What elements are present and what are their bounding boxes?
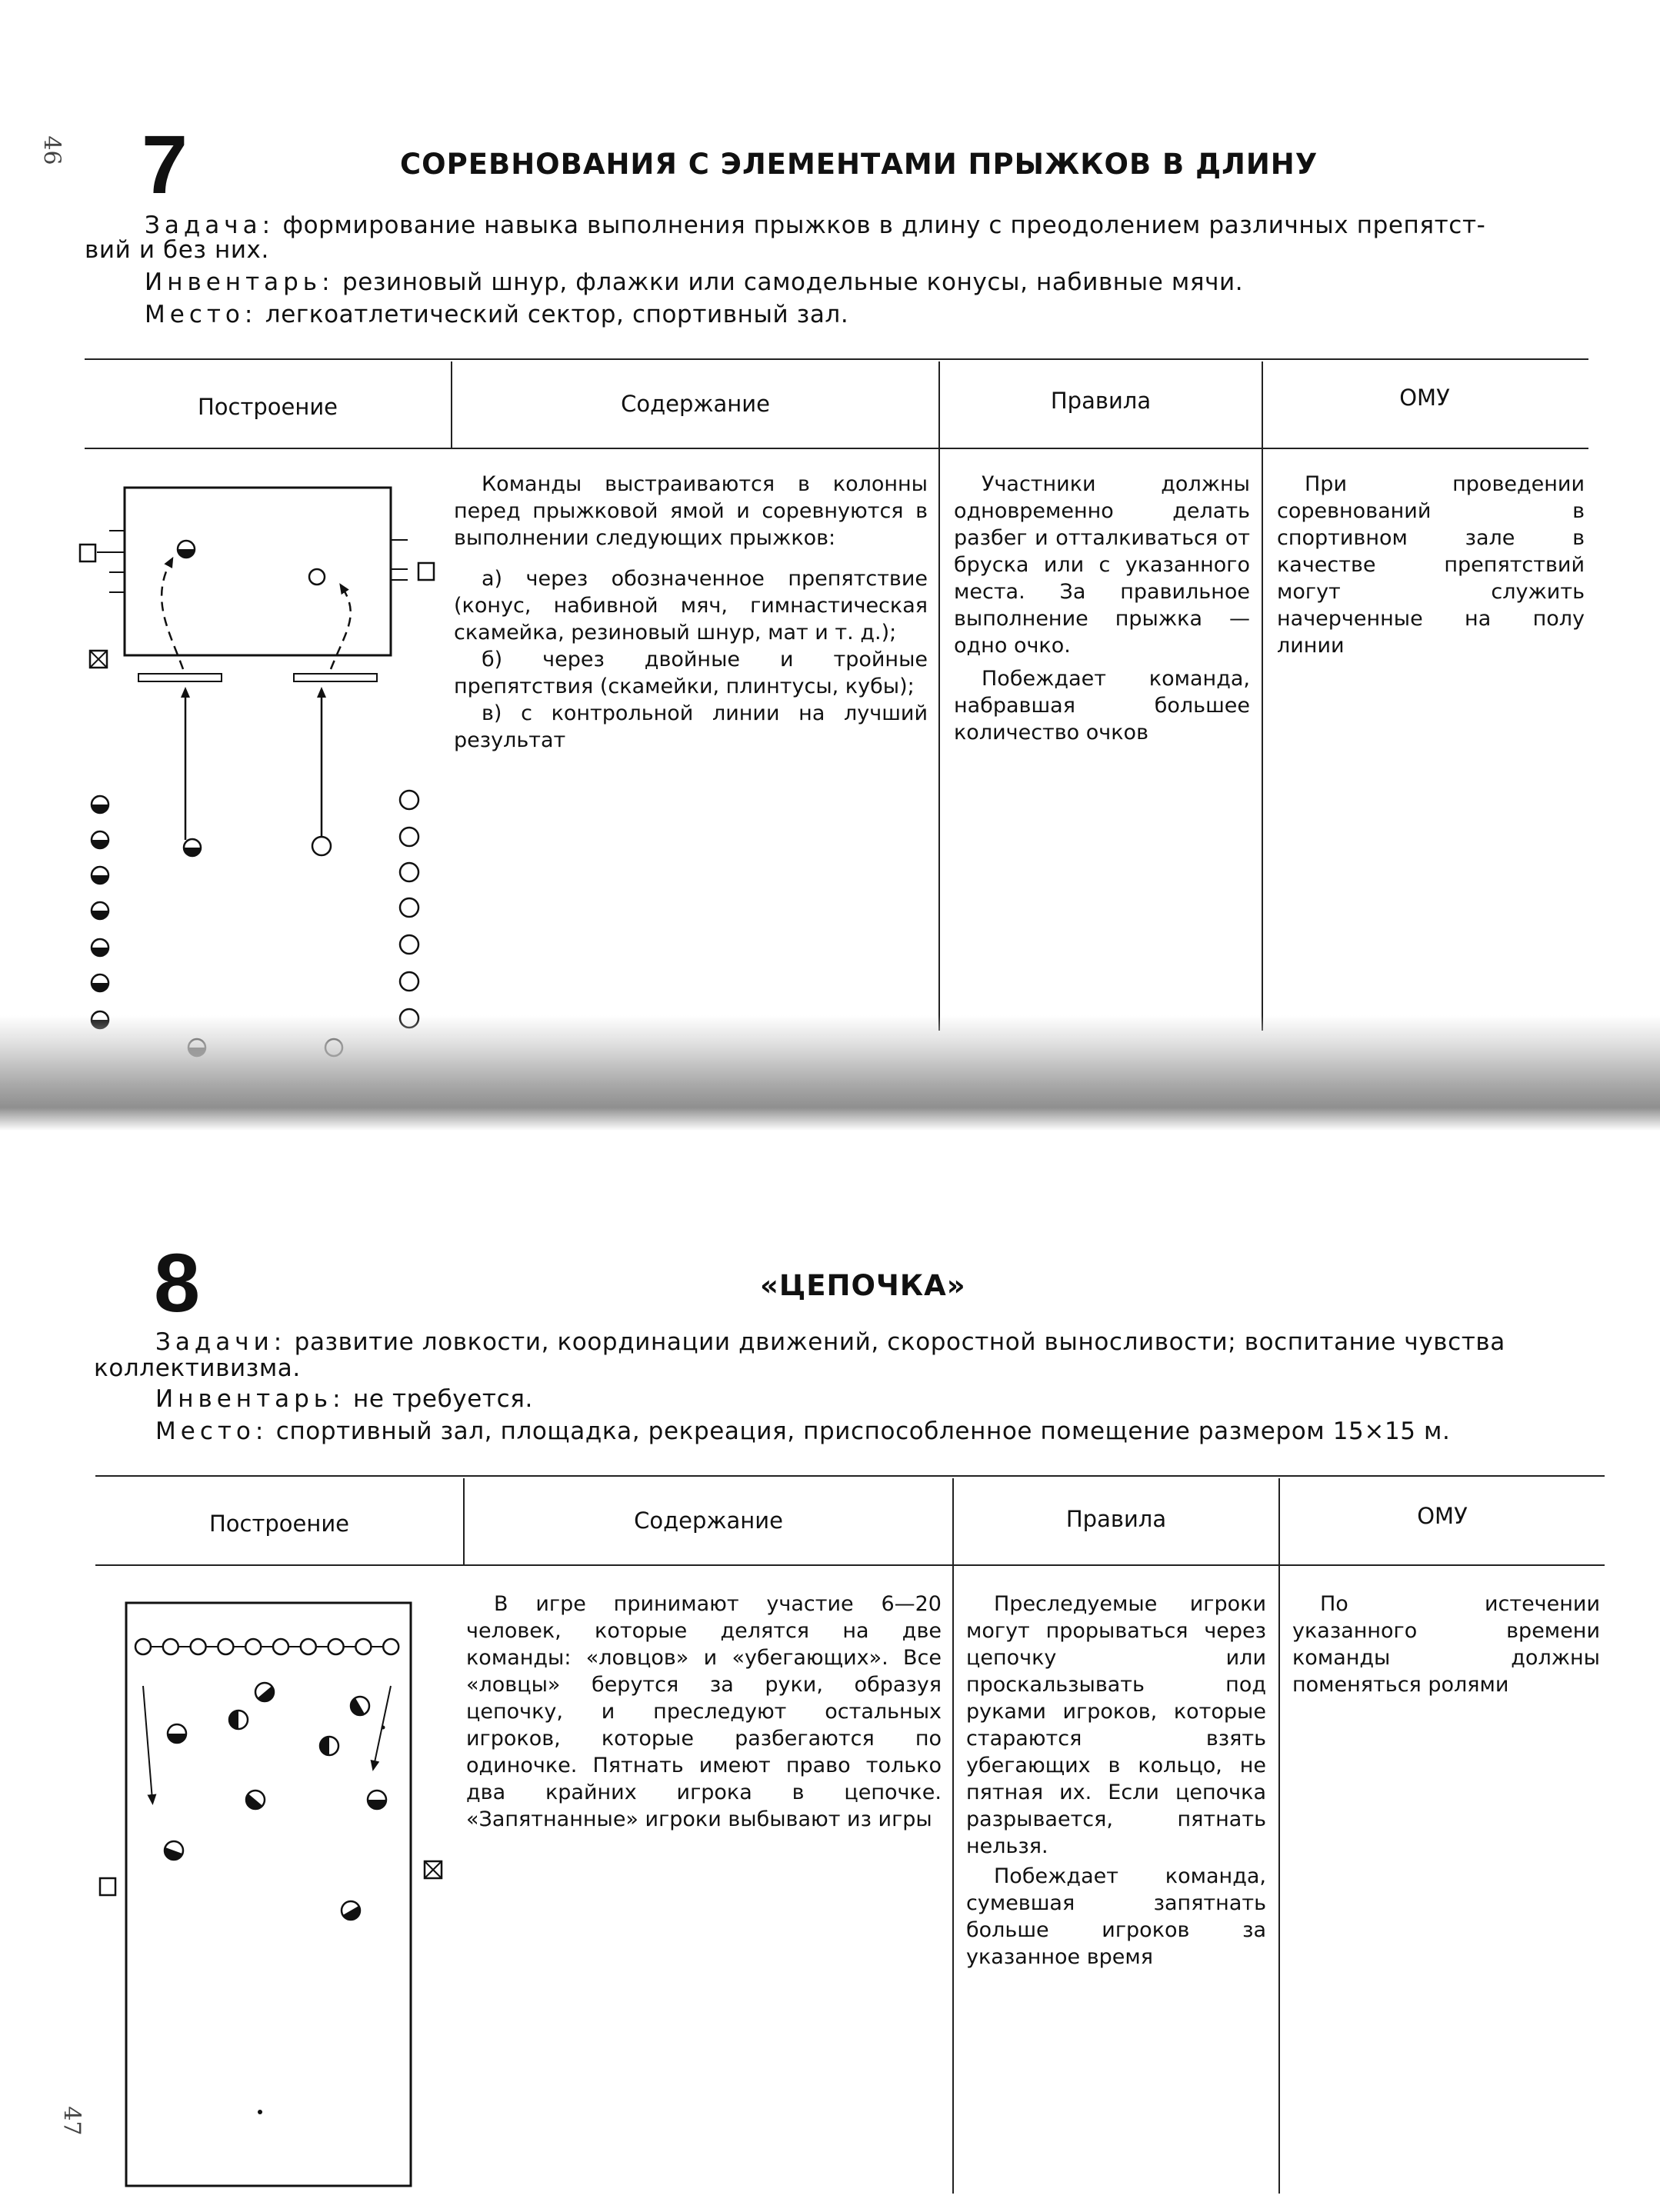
chain-end-arrow [143, 1686, 152, 1800]
table7-header-rules: Правила [1050, 388, 1152, 414]
content-item-b: б) через двойные и тройные препятствия (скамейки, плинтусы, кубы); [454, 648, 928, 698]
referee-icon [425, 1861, 442, 1878]
equipment-text: не требуется. [345, 1385, 533, 1413]
catcher-icon [218, 1639, 233, 1654]
place-text: легкоатлетический сектор, спортивный зал. [257, 301, 849, 328]
dot-mark [382, 1726, 385, 1730]
dot-mark [258, 2110, 262, 2114]
content-item-a: а) через обозначенное препятствие (конус, набивной мяч, гимнастическая скамейка, резиновый шнур, мат и т. д.); [454, 567, 928, 645]
place-text: спортивный зал, площадка, рекреация, приспособленное помещение размером 15×15 м. [268, 1417, 1451, 1445]
player-team1-icon [229, 1711, 248, 1729]
page-number-top: 46 [38, 135, 65, 165]
omu-text: При проведении соревнований в спортивном зале в качестве препятствий могут служить начерченные на полу линии [1277, 472, 1585, 658]
table7-header-omu: ОМУ [1399, 385, 1450, 411]
table8-omu-cell [1292, 1591, 1600, 1698]
catcher-icon [383, 1639, 398, 1654]
task-label: Задачи: [155, 1328, 287, 1356]
catcher-icon [301, 1639, 316, 1654]
player-team1-icon [348, 1697, 369, 1718]
task-text-cont: коллективизма. [94, 1354, 301, 1382]
section-number-7: 7 [142, 118, 187, 211]
catcher-icon [135, 1639, 151, 1654]
omu-text: По истечении указанного времени команды должны поменяться ролями [1292, 1592, 1600, 1697]
catcher-icon [245, 1639, 261, 1654]
table8-header-rules: Правила [1065, 1506, 1167, 1532]
player-team1-icon [242, 1791, 265, 1813]
task-text: формирование навыка выполнения прыжков в длину с преодолением различных препятст- [275, 212, 1486, 239]
content-intro: Команды выстраиваются в колонны перед прыжковой ямой и соревнуются в выполнении следующих прыжков: [454, 472, 928, 550]
table8-rules-cell [966, 1591, 1266, 1970]
rules-paragraph: Участники должны одновременно делать разбег и отталкиваться от бруска или с указанного места. За правильное выполнение прыжка — одно очко. [954, 472, 1250, 658]
content-text: В игре принимают участие 6—20 человек, которые делятся на две команды: «ловцов» и «убегающих». Все «ловцы» берутся за руки, образуя цепочку, и преследуют остальных игроков, которые разбегаются по одиночке. Пятнать имеют право только два крайних игрока в цепочке. «Запятнанные» игроки выбывают из игры [466, 1592, 942, 1831]
place-label: Место: [145, 301, 258, 328]
table7-omu-cell [1277, 471, 1585, 659]
chain-game-diagram [0, 0, 462, 2212]
catcher-icon [191, 1639, 206, 1654]
table7-divider [1262, 361, 1263, 1031]
task-text: развитие ловкости, координации движений, скоростной выносливости; воспитание чувства [286, 1328, 1505, 1356]
table8-header-content: Содержание [634, 1507, 783, 1534]
player-team1-icon [255, 1683, 278, 1705]
catcher-icon [328, 1639, 344, 1654]
table8-header-formation: Построение [208, 1511, 350, 1537]
table7-rules-cell [954, 471, 1250, 746]
table7-divider [938, 361, 940, 1031]
task-label: Задача: [145, 212, 275, 239]
task-text-cont: вий и без них. [85, 236, 269, 264]
table7-header-content: Содержание [621, 391, 770, 417]
player-team1-icon [320, 1737, 338, 1755]
table8-divider [1278, 1478, 1280, 2194]
place-label: Место: [155, 1417, 268, 1445]
section-title-8: «ЦЕПОЧКА» [760, 1269, 966, 1302]
table8-divider [952, 1478, 954, 2194]
table8-header-omu: ОМУ [1417, 1503, 1468, 1529]
content-item-c: в) с контрольной линии на лучший результат [454, 701, 928, 752]
section-title-7: СОРЕВНОВАНИЯ С ЭЛЕМЕНТАМИ ПРЫЖКОВ В ДЛИНУ [400, 148, 1318, 181]
player-team1-icon [168, 1724, 186, 1743]
catcher-chain [135, 1639, 398, 1654]
player-team1-icon [342, 1901, 363, 1923]
table7-header-formation: Построение [197, 394, 338, 420]
table8-content-cell [466, 1591, 942, 1833]
team-marker-icon [100, 1878, 115, 1895]
player-team1-icon [368, 1791, 386, 1809]
rules-paragraph: Преследуемые игроки могут прорываться через цепочку или проскальзывать под руками игроков, которые стараются взять убегающих в кольцо, не пятная их. Если цепочка разрывается, пятнать нельзя. [966, 1592, 1266, 1858]
catcher-icon [273, 1639, 288, 1654]
section-number-8: 8 [154, 1236, 199, 1329]
catcher-icon [355, 1639, 371, 1654]
page-number-bottom: 47 [58, 2106, 85, 2136]
equipment-label: Инвентарь: [145, 268, 335, 296]
rules-paragraph: Побеждает команда, сумевшая запятнать больше игроков за указанное время [966, 1864, 1266, 1969]
table7-content-cell [454, 471, 928, 754]
catcher-icon [163, 1639, 178, 1654]
equipment-label: Инвентарь: [155, 1385, 345, 1413]
rules-paragraph: Побеждает команда, набравшая большее количество очков [954, 667, 1250, 745]
runners-group [162, 1683, 386, 1923]
player-team1-icon [162, 1841, 183, 1862]
equipment-text: резиновый шнур, флажки или самодельные конусы, набивные мячи. [334, 268, 1244, 296]
